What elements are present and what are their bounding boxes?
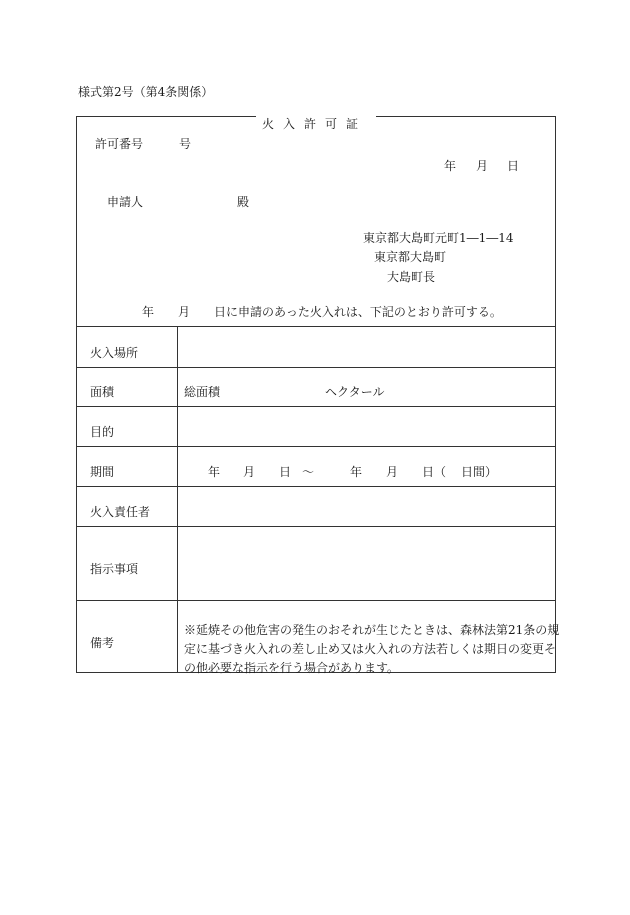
permit-form-frame xyxy=(76,116,560,673)
form-title: 火入許可証 xyxy=(262,117,368,131)
row-label-place: 火入場所 xyxy=(90,346,139,360)
period-start-month: 月 xyxy=(243,465,256,479)
row-divider xyxy=(76,406,556,407)
period-end-day: 日（ xyxy=(422,465,447,479)
remarks-note-line: の他必要な指示を行う場合があります。 xyxy=(184,661,400,675)
row-label-remarks: 備考 xyxy=(90,636,115,650)
period-start-day: 日 xyxy=(279,465,292,479)
period-start-year: 年 xyxy=(208,465,221,479)
statement-month: 月 xyxy=(178,305,191,319)
statement-year: 年 xyxy=(142,305,155,319)
row-label-responsible: 火入責任者 xyxy=(90,505,151,519)
permit-number-suffix: 号 xyxy=(179,137,192,151)
form-caption: 様式第2号（第4条関係） xyxy=(78,85,214,99)
issue-date-day: 日 xyxy=(507,159,520,173)
remarks-note xyxy=(184,621,560,678)
row-label-instructions: 指示事項 xyxy=(90,562,139,576)
issue-date-year: 年 xyxy=(444,159,457,173)
period-end-year: 年 xyxy=(350,465,363,479)
issuer-town: 東京都大島町 xyxy=(374,250,447,264)
remarks-note-line: 定に基づき火入れの差し止め又は火入れの方法若しくは期日の変更そ xyxy=(184,642,557,656)
column-divider xyxy=(177,326,178,673)
issue-date-month: 月 xyxy=(476,159,489,173)
row-label-period: 期間 xyxy=(90,465,115,479)
row-divider xyxy=(76,486,556,487)
area-unit: ヘクタール xyxy=(325,385,385,399)
period-end-month: 月 xyxy=(386,465,399,479)
permit-number-label: 許可番号 xyxy=(95,137,144,151)
remarks-note-line: ※延焼その他危害の発生のおそれが生じたときは、森林法第21条の規 xyxy=(184,623,560,637)
row-divider xyxy=(76,446,556,447)
row-divider xyxy=(76,526,556,527)
row-divider xyxy=(76,367,556,368)
applicant-honorific: 殿 xyxy=(237,195,250,209)
issuer-address: 東京都大島町元町1―1―14 xyxy=(363,231,514,245)
row-label-area: 面積 xyxy=(90,385,115,399)
area-total-label: 総面積 xyxy=(184,385,221,399)
row-divider xyxy=(76,600,556,601)
row-divider xyxy=(76,326,556,327)
row-label-purpose: 目的 xyxy=(90,425,115,439)
issuer-mayor: 大島町長 xyxy=(387,270,436,284)
period-days: 日間） xyxy=(461,465,498,479)
applicant-label: 申請人 xyxy=(107,195,144,209)
statement-text: 日に申請のあった火入れは、下記のとおり許可する。 xyxy=(214,305,502,319)
period-tilde: ～ xyxy=(302,465,315,479)
